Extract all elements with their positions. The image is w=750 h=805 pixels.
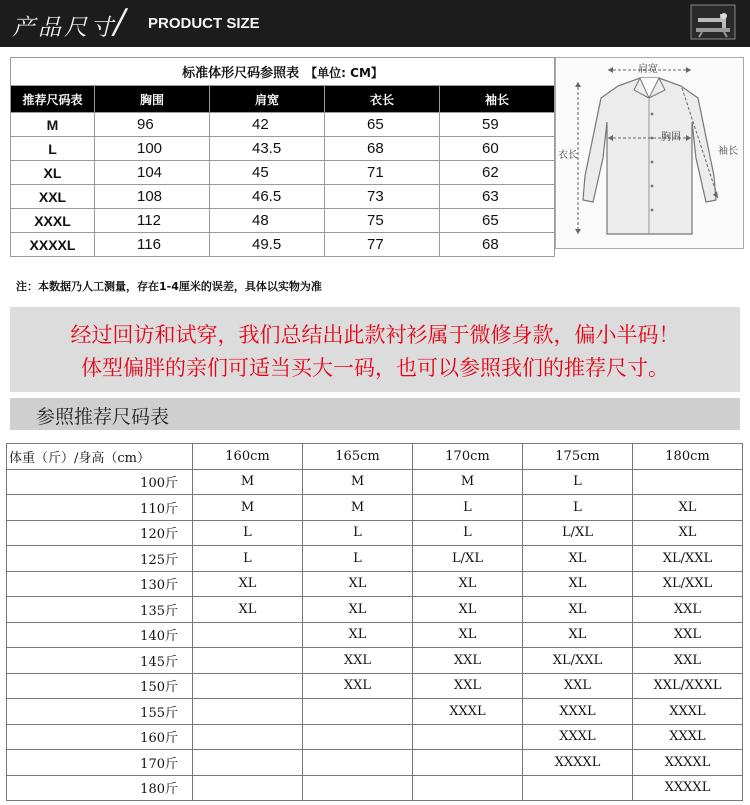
size-recommendation-cell	[303, 699, 413, 725]
size-recommendation-cell: XXL	[633, 648, 743, 674]
size-recommendation-cell: XL	[303, 571, 413, 597]
size-cell: XXXL	[11, 209, 95, 233]
size-recommendation-cell: XL/XXL	[633, 546, 743, 572]
size-cell: L	[11, 137, 95, 161]
table-row	[11, 113, 555, 137]
sleeve-cell: 68	[440, 233, 555, 257]
size-recommendation-cell: XL	[193, 597, 303, 623]
table-row	[7, 597, 743, 623]
table-row	[11, 233, 555, 257]
table-row	[7, 622, 743, 648]
size-table-caption	[11, 58, 555, 86]
weight-cell: 110斤	[7, 495, 193, 521]
column-header: 160cm	[193, 444, 303, 470]
header-bar	[0, 0, 750, 47]
size-recommendation-cell	[193, 724, 303, 750]
size-recommendation-cell	[413, 775, 523, 801]
table-row	[7, 571, 743, 597]
size-recommendation-cell: XXXL	[413, 699, 523, 725]
size-cell: XL	[11, 161, 95, 185]
size-recommendation-cell: L	[193, 520, 303, 546]
weight-cell: 150斤	[7, 673, 193, 699]
length-cell: 71	[325, 161, 440, 185]
column-header: 推荐尺码表	[11, 86, 95, 113]
size-recommendation-cell: XXL	[523, 673, 633, 699]
weight-cell: 160斤	[7, 724, 193, 750]
chest-cell: 112	[95, 209, 210, 233]
sleeve-cell: 62	[440, 161, 555, 185]
column-header: 胸围	[95, 86, 210, 113]
size-recommendation-cell: L/XL	[413, 546, 523, 572]
table-row	[7, 724, 743, 750]
size-recommendation-cell: XXL	[303, 673, 413, 699]
size-recommendation-cell: XXXL	[523, 699, 633, 725]
length-cell: 77	[325, 233, 440, 257]
reference-title: 参照推荐尺码表	[36, 406, 170, 428]
caption-text: 标准体形尺码参照表	[182, 66, 300, 81]
size-recommendation-cell: M	[413, 469, 523, 495]
size-recommendation-cell	[193, 775, 303, 801]
size-recommendation-cell	[523, 775, 633, 801]
size-recommendation-cell: XXXXL	[633, 750, 743, 776]
size-recommendation-cell: XL	[523, 597, 633, 623]
size-recommendation-cell: XL	[413, 622, 523, 648]
table-row	[7, 648, 743, 674]
shoulder-cell: 48	[210, 209, 325, 233]
header-title-cn: 产品尺寸	[12, 15, 116, 41]
size-recommendation-cell: XL/XXL	[523, 648, 633, 674]
size-recommendation-cell: XL	[303, 597, 413, 623]
size-recommendation-cell	[303, 724, 413, 750]
shoulder-cell: 42	[210, 113, 325, 137]
column-header: 体重（斤）/身高（cm）	[7, 444, 193, 470]
size-recommendation-cell: XL	[193, 571, 303, 597]
column-header: 袖长	[440, 86, 555, 113]
size-recommendation-cell: XXXL	[523, 724, 633, 750]
size-recommendation-cell: XXL	[303, 648, 413, 674]
size-table-header	[11, 86, 555, 113]
size-recommendation-cell: XL	[523, 546, 633, 572]
length-cell: 73	[325, 185, 440, 209]
size-recommendation-cell	[633, 469, 743, 495]
reference-table	[6, 443, 743, 801]
measurement-note: 注：本数据乃人工测量，存在1-4厘米的误差，具体以实物为准	[16, 280, 322, 293]
length-cell: 65	[325, 113, 440, 137]
table-row	[7, 469, 743, 495]
sleeve-cell: 59	[440, 113, 555, 137]
size-recommendation-cell: XL	[633, 495, 743, 521]
size-recommendation-cell	[193, 648, 303, 674]
table-row	[7, 520, 743, 546]
shoulder-cell: 49.5	[210, 233, 325, 257]
size-recommendation-cell: L	[193, 546, 303, 572]
size-recommendation-cell: XXXXL	[633, 775, 743, 801]
size-recommendation-cell: M	[303, 495, 413, 521]
table-row	[7, 775, 743, 801]
weight-cell: 140斤	[7, 622, 193, 648]
diagram-label-length: 衣长	[558, 150, 578, 161]
chest-cell: 104	[95, 161, 210, 185]
weight-cell: 170斤	[7, 750, 193, 776]
shoulder-cell: 45	[210, 161, 325, 185]
sleeve-cell: 63	[440, 185, 555, 209]
diagram-label-shoulder: 肩宽	[638, 64, 658, 75]
size-recommendation-cell: XL/XXL	[633, 571, 743, 597]
size-recommendation-cell	[193, 673, 303, 699]
length-cell: 68	[325, 137, 440, 161]
chest-cell: 100	[95, 137, 210, 161]
size-recommendation-cell	[303, 775, 413, 801]
chest-cell: 96	[95, 113, 210, 137]
column-header: 175cm	[523, 444, 633, 470]
shoulder-cell: 43.5	[210, 137, 325, 161]
caption-unit: 【单位: CM】	[305, 66, 383, 80]
column-header: 165cm	[303, 444, 413, 470]
length-cell: 75	[325, 209, 440, 233]
column-header: 180cm	[633, 444, 743, 470]
size-cell: XXL	[11, 185, 95, 209]
size-recommendation-cell: M	[303, 469, 413, 495]
size-recommendation-cell: L	[523, 469, 633, 495]
weight-cell: 100斤	[7, 469, 193, 495]
size-cell: XXXXL	[11, 233, 95, 257]
size-recommendation-cell	[193, 750, 303, 776]
table-row	[7, 699, 743, 725]
size-recommendation-cell: XXL	[633, 622, 743, 648]
size-recommendation-cell: XL	[413, 571, 523, 597]
shoulder-cell: 46.5	[210, 185, 325, 209]
size-recommendation-cell	[413, 724, 523, 750]
size-recommendation-cell	[303, 750, 413, 776]
size-recommendation-cell: M	[193, 469, 303, 495]
size-recommendation-cell: L	[523, 495, 633, 521]
size-table-container	[10, 57, 554, 257]
header-title-en: PRODUCT SIZE	[148, 15, 260, 32]
table-row	[11, 209, 555, 233]
sewing-machine-icon	[690, 4, 736, 40]
size-recommendation-cell: L	[303, 546, 413, 572]
weight-cell: 145斤	[7, 648, 193, 674]
size-recommendation-cell: XXXL	[633, 699, 743, 725]
size-recommendation-cell: XL	[523, 622, 633, 648]
weight-cell: 120斤	[7, 520, 193, 546]
sleeve-cell: 65	[440, 209, 555, 233]
size-recommendation-cell: XL	[633, 520, 743, 546]
reference-title-bar	[10, 398, 740, 430]
weight-cell: 155斤	[7, 699, 193, 725]
chest-cell: 116	[95, 233, 210, 257]
size-recommendation-cell: L	[413, 520, 523, 546]
weight-cell: 180斤	[7, 775, 193, 801]
column-header: 170cm	[413, 444, 523, 470]
header-divider: /	[114, 2, 126, 42]
weight-cell: 135斤	[7, 597, 193, 623]
table-row	[11, 137, 555, 161]
table-row	[7, 495, 743, 521]
size-recommendation-cell: XXL	[633, 597, 743, 623]
shirt-icon	[556, 58, 743, 248]
size-recommendation-cell: XXXXL	[523, 750, 633, 776]
size-recommendation-cell: XL	[303, 622, 413, 648]
table-row	[7, 750, 743, 776]
size-recommendation-cell: L/XL	[523, 520, 633, 546]
diagram-label-sleeve: 袖长	[718, 146, 738, 157]
size-table	[10, 57, 555, 257]
table-row	[7, 546, 743, 572]
size-recommendation-cell: XXXL	[633, 724, 743, 750]
weight-cell: 130斤	[7, 571, 193, 597]
size-recommendation-cell: XXL	[413, 648, 523, 674]
size-recommendation-cell: L	[303, 520, 413, 546]
chest-cell: 108	[95, 185, 210, 209]
size-recommendation-cell	[193, 699, 303, 725]
table-row	[7, 673, 743, 699]
column-header: 衣长	[325, 86, 440, 113]
sleeve-cell: 60	[440, 137, 555, 161]
table-row	[11, 161, 555, 185]
size-recommendation-cell: XXL/XXXL	[633, 673, 743, 699]
size-recommendation-cell: XL	[413, 597, 523, 623]
size-recommendation-cell: XXL	[413, 673, 523, 699]
diagram-label-chest: 胸围	[661, 132, 681, 143]
size-recommendation-cell: XL	[523, 571, 633, 597]
size-recommendation-cell: M	[193, 495, 303, 521]
fit-notice-line1: 经过回访和试穿，我们总结出此款衬衫属于微修身款，偏小半码！	[70, 323, 680, 347]
fit-notice-line2: 体型偏胖的亲们可适当买大一码，也可以参照我们的推荐尺寸。	[81, 356, 669, 380]
fit-notice-banner	[10, 307, 740, 392]
weight-cell: 125斤	[7, 546, 193, 572]
column-header: 肩宽	[210, 86, 325, 113]
reference-header-row	[7, 444, 743, 470]
size-cell: M	[11, 113, 95, 137]
table-row	[11, 185, 555, 209]
size-recommendation-cell: L	[413, 495, 523, 521]
reference-table-body	[7, 469, 743, 801]
size-recommendation-cell	[413, 750, 523, 776]
shirt-measurement-diagram	[555, 57, 744, 249]
size-recommendation-cell	[193, 622, 303, 648]
